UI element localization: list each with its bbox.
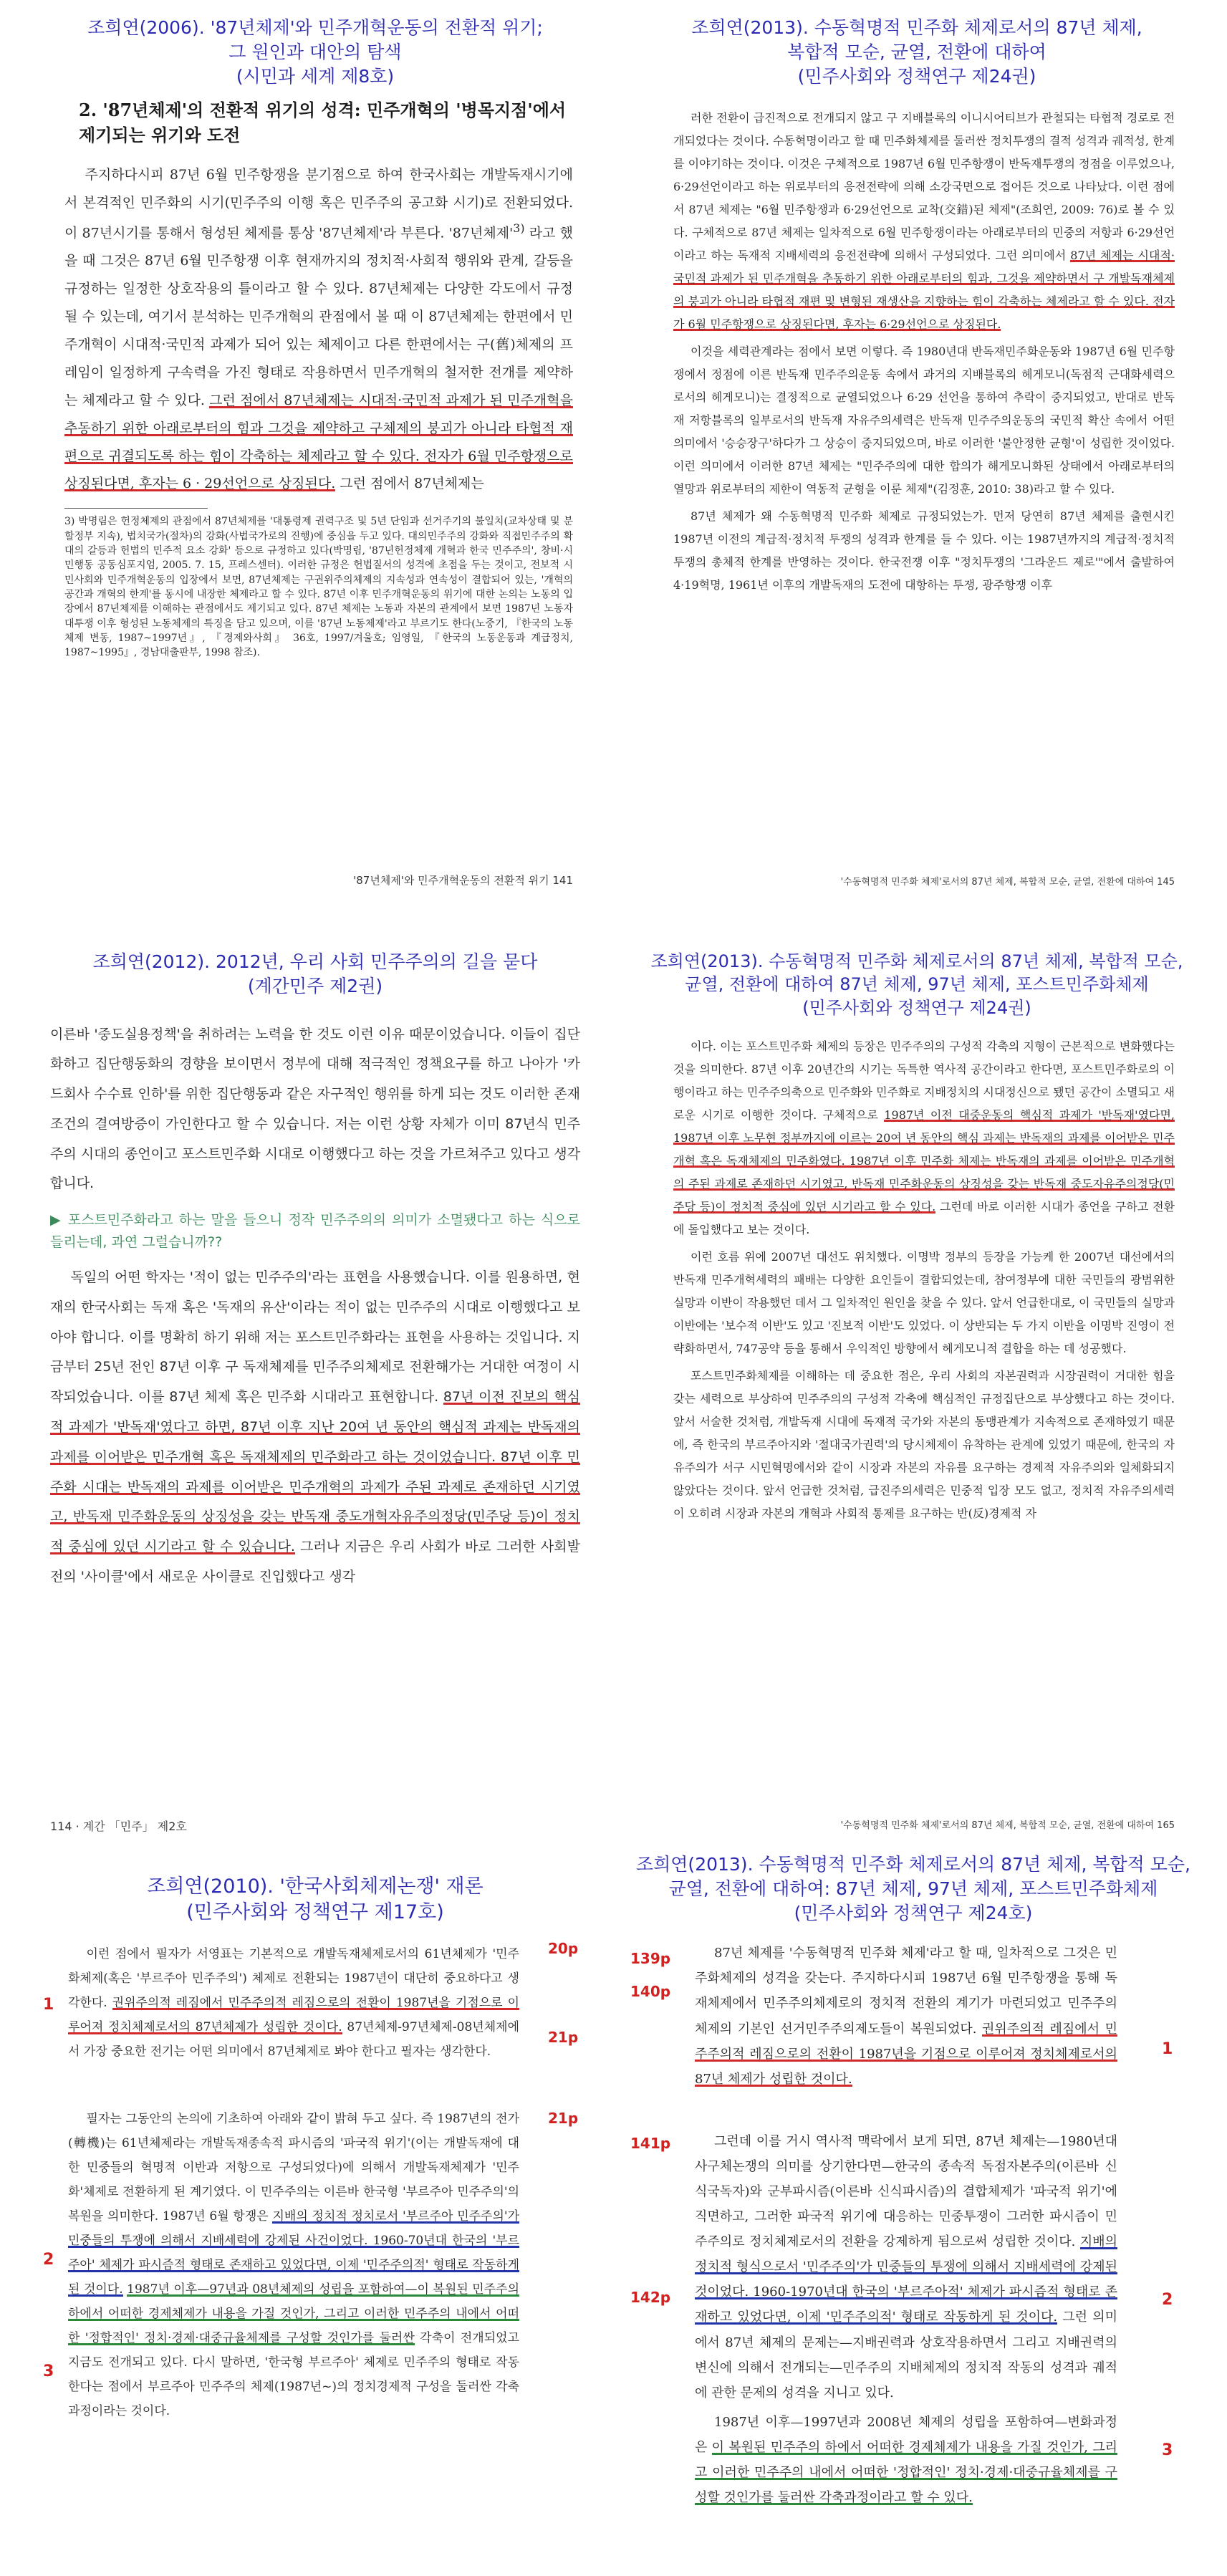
panel-title: [630, 16, 1203, 88]
text-segment: 그런 점에서 87년체제는: [335, 476, 484, 492]
paragraph: [695, 2129, 1117, 2406]
underlined-passage: 1987년 이전 대중운동의 핵심적 과제가 '반독재'였다면, 1987년 이후 노무현 정부까지에 이르는 20여 년 동안의 핵심 과제는 반독재의 과제를 이어받은 민주개혁 혹은 독재체제의 민주화였다. 1987년 이후 민주화 체제는 반독재의 과제를 이어받은 민주개혁의 주된 과제로 존재하던 시기였고, 반독재 민주화운동의 상징성을 갖는 반독재 중도자유주의정당(민주당 등)이 정치적 중심에 있던 시기라고 할 수 있다.: [673, 1108, 1175, 1214]
body-text: [673, 107, 1175, 597]
text-segment: 러한 전환이 급진적으로 전개되지 않고 구 지배블록의 이니시어티브가 관철되는 타협적 경로로 전개되었다는 것이다. 수동혁명이라고 할 때 민주화체제를 둘러싼 정치투쟁의 결적 성격과 궤적성, 한계를 이야기하는 것이다. 이것은 구체적으로 1987년 6월 민주항쟁이 반독재투쟁의 정점을 이루었으나, 6·29선언이라고 하는 위로부터의 응전전략에 의해 소강국면으로 접어든 것으로 나타났다. 이런 점에서 87년 체제는 "6월 민주항쟁과 6·29선언으로 교착(交錯)된 체제"(조희연, 2009: 76)로 볼 수 있다. 구체적으로 87년 체제는 일차적으로 6월 민주항쟁이라는 아래로부터의 민중의 저항과 6·29선언이라고 하는 독재적 지배세력의 응전전략에 의해서 구성되었다. 그런 의미에서: [673, 111, 1175, 263]
paragraph: [695, 1941, 1117, 2092]
text-segment: 그런데 바로 이러한 시대가 종언을 구하고 전환에 돌입했다고 보는 것이다.: [673, 1200, 1175, 1237]
paragraph: [673, 1035, 1175, 1241]
text-segment: 87년 체제를 '수동혁명적 민주화 체제'라고 할 때, 일차적으로 그것은 민주화체제의 성격을 갖는다. 주지하다시피 1987년 6월 민주항쟁을 통해 독재체제에서 민주주의체제로의 정치적 전환의 계기가 마련되었고 민주주의체제의 기본인 선거민주주의제도들이 복원되었다.: [695, 1946, 1117, 2037]
body-text: [673, 1035, 1175, 1525]
footnote-ref[interactable]: 3): [513, 221, 525, 235]
page-label-141p: 141p: [630, 2135, 671, 2152]
text-segment: 87년체제-97년체제-08년체제에서 가장 중요한 전기는 어떤 의미에서 87년체제로 봐야 한다고 필자는 생각한다.: [68, 2019, 519, 2059]
text-segment: 필자는 그동안의 논의에 기초하여 아래와 같이 밝혀 두고 싶다. 즉 1987년의 전가(轉機)는 61년체제라는 개발독재종속적 파시즘의 '파국적 위기'(이는 개발독재에 대한 민중들의 혁명적 이반과 저항으로 구성되었다)에 의해서 개발독재체제가 '민주화'체제로 전환하게 된 계기였다. 이 민주주의는 이른바 한국형 '부르주아 민주주의'의 복원을 의미한다. 1987년 6월 항쟁은: [68, 2111, 519, 2224]
body-text: [695, 1941, 1117, 2510]
footnote-rule: [64, 508, 208, 509]
page-label-20p: 20p: [548, 1940, 579, 1957]
panel-chosh-2013-a: [630, 13, 1203, 898]
title-line-1: 조희연(2006). '87년체제'와 민주개혁운동의 전환적 위기;: [87, 17, 543, 38]
paragraph: 포스트민주화체제를 이해하는 데 중요한 점은, 우리 사회의 자본권력과 시장권력이 거대한 힘을 갖는 세력으로 부상하여 민주주의의 구성적 각축에 핵심적인 규정집단으로 부상했다고 하는 것이다. 앞서 서술한 것처럼, 개발독재 시대에 독재적 국가와 자본의 동맹관계가 지속적으로 존재하였기 때문에, 즉 한국의 부르주아지와 '절대국가권력'의 당시체제이 유착하는 관계에 있었기 때문에, 한국의 자유주의가 서구 시민혁명에서와 같이 시장과 자본의 자유를 요구하는 경제적 자유주의와 일체화되지 않았다는 것이다. 앞서 언급한 것처럼, 급진주의세력은 민중적 입장 모도 없고, 정치적 자유주의세력이 오히려 시장과 자본의 개혁과 사회적 통제를 요구하는 반(反)경제적 자: [673, 1369, 1175, 1521]
marker-number-2: 2: [1162, 2291, 1173, 2309]
title-line-3: (시민과 세계 제8호): [236, 65, 395, 87]
title-line-2: (민주사회와 정책연구 제17호): [186, 1901, 444, 1924]
title-line-1: 조희연(2010). '한국사회체제논쟁' 재론: [147, 1875, 483, 1898]
underlined-passage: 그런 점에서 87년체제는 시대적·국민적 과제가 된 민주개혁을 추동하기 위한 아래로부터의 힘과 그것을 제약하고 구체제의 붕괴가 아니라 타협적 재편으로 귀결되도록 하는 힘이 각축하는 체제라고 할 수 있다. 전자가 6월 민주항쟁으로 상징된다면, 후자는 6 · 29선언으로 상징된다.: [64, 392, 573, 492]
title-line-2: 그 원인과 대안의 탐색: [228, 41, 402, 62]
page-footer: '87년체제'와 민주개혁운동의 전환적 위기 141: [353, 874, 573, 887]
page-footer: 114 · 계간 「민주」 제2호: [50, 1820, 187, 1833]
page-label-140p: 140p: [630, 1983, 671, 2000]
title-line-1: 조희연(2012). 2012년, 우리 사회 민주주의의 길을 묻다: [92, 951, 538, 972]
body-text: [50, 1020, 580, 1592]
marker-number-3: 3: [43, 2363, 54, 2380]
text-segment: 라고 했을 때 그것은 87년 6월 민주항쟁 이후 현재까지의 정치적·사회적 행위와 관계, 갈등을 규정하는 일정한 상호작용의 틀이라고 할 수 있다. 87년체제는 다양한 각도에서 규정될 수 있는데, 여기서 분석하는 민주개혁의 관점에서 볼 때 이 87년체제는 한편에서 민주개혁이 시대적·국민적 과제가 되어 있는 체제이고 다른 한편에서는 구(舊)체제의 프레임이 일정하게 구속력을 가진 형태로 작용하면서 민주개혁의 철저한 전개를 제약하는 체제라고 할 수 있다.: [64, 225, 573, 408]
marker-number-1: 1: [43, 1996, 54, 2014]
text-segment: 이런 점에서 필자가 서영표는 기본적으로 개발독재체제로서의 61년체제가 '민주화체제(혹은 '부르주아 민주주의') 체제로 전환되는 1987년이 대단히 중요하다고 생각한다.: [68, 1946, 519, 2010]
section-heading: 2. '87년체제'의 전환적 위기의 성격: 민주개혁의 '병목지점'에서 제기되는 위기와 도전: [79, 100, 567, 146]
title-line-3: (민주사회와 정책연구 제24권): [802, 997, 1031, 1018]
panel-chosh-2010: [29, 1870, 602, 2557]
marker-number-3: 3: [1162, 2441, 1173, 2459]
footnote: 3) 박명림은 헌정체제의 관점에서 87년체제를 '대통령제 권력구조 및 5년 단임과 선거주기의 불일치(교차상태 및 분할정부 지속), 법치국가(절차)의 강화(사법국가로의 진행)에 중심을 두고 있다. 대의민주주의 강화와 직접민주주의 확대의 갈등과 헌법의 민주적 요소 강화' 등으로 규정하고 있다(박명림, '87년헌정체제 개혁과 한국 민주주의', 창비·시민행동 공동심포지엄, 2005. 7. 15, 프레스센터). 이러한 규정은 헌법질서의 성격에 초점을 두는 것이고, 전보적 시민사회와 민주개혁운동의 입장에서 보면, 87년체제는 구권위주의체제의 지속성과 연속성이 결합되어 있는, '개혁의 공간과 개혁의 한계'를 동시에 내장한 체제라고 할 수 있다. 87년 이후 민주개혁운동의 위기에 대한 논의는 노동의 입장에서 87년체제를 이해하는 관점에서도 제기되고 있다. 87년 체제는 노동과 자본의 관계에서 보면 1987년 노동자 대투쟁 이후 형성된 노동체제의 특징을 담고 있으며, 이를 '87년 노동체제'라고 부르기도 한다(노중기, 『한국의 노동체제 변동, 1987~1997년』, 『경제와사회』 36호, 1997/겨울호; 임영일, 『한국의 노동운동과 계급정치, 1987~1995』, 경남대출판부, 1998 참조).: [64, 516, 573, 659]
underlined-passage-green: 1987년 이후—97년과 08년체제의 성립을 포함하여—이 복원된 민주주의 하에서 어떠한 경제체제가 내용을 가질 것인가, 그리고 이러한 민주주의 내에서 어떠한 '정합적인' 정치·경제·대중규율체제를 구성할 것인가를 둘러싼: [68, 2282, 519, 2345]
panel-title: [29, 1874, 602, 1926]
page-footer: '수동혁명적 민주화 체제'로서의 87년 체제, 복합적 모순, 균열, 전환에 대하여 145: [840, 877, 1175, 888]
paragraph: [695, 2410, 1117, 2510]
text-segment: 이다. 이는 포스트민주화 체제의 등장은 민주주의의 구성적 각축의 지형이 근본적으로 변화했다는 것을 의미한다. 87년 이후 20년간의 시기는 독특한 역사적 공간이라고 한다면, 포스트민주화로의 이행이라고 하는 민주주의축으로 민주화와 민주화로 지배정치의 시대정신으로 됐던 공간이 소멸되고 새로운 시기로 이행한 것이다. 구체적으로: [673, 1039, 1175, 1123]
panel-chosh-2006: [36, 13, 595, 898]
text-segment: 주지하다시피 87년 6월 민주항쟁을 분기점으로 하여 한국사회는 개발독재시기에서 본격적인 민주화의 시기(민주주의 이행 혹은 민주주의 공고화 시기)로 전환되었다. 이 87년시기를 통해서 형성된 체제를 통상 '87년체제'라 부른다. '87년체제': [64, 166, 573, 241]
body-text: [64, 161, 573, 499]
title-line-1: 조희연(2013). 수동혁명적 민주화 체제로서의 87년 체제,: [691, 17, 1142, 38]
panel-title: [36, 950, 595, 999]
text-segment: 그런 의미에서 87년 체제의 문제는—지배권력과 상호작용하면서 그리고 지배권력의 변신에 의해서 전개되는—민주주의 지배체제의 정치적 작동의 성격과 궤적에 관한 문제의 성격을 지니고 있다.: [695, 2310, 1118, 2400]
text-segment: 1987년 이후—1997년과 2008년 체제의 성립을 포함하여—변화과정은: [695, 2414, 1117, 2455]
body-text: [68, 1942, 519, 2423]
title-line-3: (민주사회와 정책연구 제24호): [794, 1902, 1033, 1923]
page-label-21p: 21p: [548, 2029, 579, 2046]
paragraph: [50, 1263, 580, 1592]
title-line-1: 조희연(2013). 수동혁명적 민주화 체제로서의 87년 체제, 복합적 모순,: [635, 1854, 1190, 1875]
interview-question: ▶ 포스트민주화라고 하는 말을 들으니 정작 민주주의의 의미가 소멸됐다고 하는 식으로 들리는데, 과연 그럴습니까??: [50, 1212, 580, 1250]
underlined-passage: 87년 이전 진보의 핵심적 과제가 '반독재'였다고 하면, 87년 이후 지난 20여 년 동안의 핵심적 과제는 반독재의 과제를 이어받은 민주개혁 혹은 독재체제의 민주화라고 하는 것이었습니다. 87년 이후 민주화 시대는 반독재의 과제를 이어받은 민주개혁의 과제가 주된 과제로 존재하던 시기였고, 반독재 민주화운동의 상징성을 갖는 반독재 중도개혁자유주의정당(민주당 등)이 정치적 중심에 있던 시기라고 할 수 있습니다.: [50, 1389, 580, 1555]
title-line-1: 조희연(2013). 수동혁명적 민주화 체제로서의 87년 체제, 복합적 모순,: [650, 951, 1183, 971]
panel-chosh-2013-c: [616, 1848, 1211, 2557]
paragraph: [68, 1942, 519, 2064]
underlined-passage-blue: 지배의 정치적 형식으로서 '민주주의'가 민중들의 투쟁에 의해서 지배세력에 강제된 것이었다. 1960-1970년대 한국의 '부르주아적' 체제가 파시즘적 형태로 존재하고 있었다면, 이제 '민주주의적' 형태로 작동하게 된 것이다.: [695, 2234, 1117, 2325]
title-line-2: (계간민주 제2권): [247, 975, 383, 996]
page-label-142p: 142p: [630, 2289, 671, 2306]
panel-title: [36, 16, 595, 88]
paragraph: 이런 호름 위에 2007년 대선도 위치했다. 이명박 정부의 등장을 가능케 한 2007년 대선에서의 반독재 민주개혁세력의 패배는 다양한 요인들이 결합되었는데, 참여정부에 대한 국민들의 광범위한 실망과 이반이 작용했던 데서 그 일차적인 원인을 찾을 수 있다. 앞서 언급한대로, 이 국민들의 실망과 이반에는 '보수적 이반'도 있고 '진보적 이반'도 있었다. 이 상반되는 두 가지 이반을 이명박 진영이 전략화하면서, 747공약 등을 통해서 우익적인 방향에서 헤게모니적 결합을 하는 데 성공했다.: [673, 1250, 1175, 1356]
marker-number-2: 2: [43, 2251, 54, 2269]
page-label-21p: 21p: [548, 2110, 579, 2127]
underlined-passage-green: 이 복원된 민주주의 하에서 어떠한 경제체제가 내용을 가질 것인가, 그리고 이러한 민주주의 내에서 어떠한 '정합적인' 정치·경제·대중규율체제를 구성할 것인가를 둘러싼 각축과정이라고 할 수 있다.: [695, 2439, 1117, 2506]
paragraph: 이것을 세력관계라는 점에서 보면 이렇다. 즉 1980년대 반독재민주화운동와 1987년 6월 민주항쟁에서 정점에 이른 반독재 민주주의운동 속에서 과거의 지배블록의 헤게모니(독점적 근대화세력으로서의 헤게모니)는 결정적으로 균열되었으나 6·29 선언을 통하여 추락이 중지되었고, 반대로 반독재 저항블록의 일부로서의 반독재 자유주의세력은 반독재 민주주의운동의 국민적 확산 속에서 어떤 의미에서 '승승장구'하다가 그 상승이 중지되었으며, 바로 이러한 '불안정한 균형'이 성립한 것이었다. 이런 의미에서 이러한 87년 체제는 "민주주의에 대한 합의가 해게모니화된 상태에서 아래로부터의 열망과 위로부터의 제한이 역동적 균형을 이룬 체제"(김정훈, 2010: 38)라고 할 수 있다.: [673, 345, 1175, 496]
title-line-2: 균열, 전환에 대하여: 87년 체제, 97년 체제, 포스트민주화체제: [668, 1878, 1158, 1899]
paragraph: [64, 161, 573, 499]
paragraph: 87년 체제가 왜 수동혁명적 민주화 체제로 규정되었는가. 먼저 당연히 87년 체제를 출현시킨 1987년 이전의 계급적·정치적 투쟁의 성격과 한계를 들 수 있다. 이는 1987년까지의 계급적·정치적 투쟁의 총체적 한계를 반영하는 것이다. 한국전쟁 이후 "정치투쟁의 '그라운드 제로'"에서 출발하여 4·19혁명, 1961년 이후의 개발독재의 도전에 대항하는 투쟁, 광주항쟁 이후: [673, 509, 1175, 592]
panel-title: [616, 1852, 1211, 1925]
text-segment: 그런데 이를 거시 역사적 맥락에서 보게 되면, 87년 체제는—1980년대 사구체논쟁의 의미를 상기한다면—한국의 종속적 독점자본주의(이른바 신식국독자)와 군부파시즘(이른바 신식파시즘)의 결합체제가 '파국적 위기'에 직면하고, 그러한 파국적 위기에 대응하는 민중투쟁이 그러한 파시즘이 민주주의로 정치체제로서의 전환을 강제하게 됨으로써 성립한 것이다.: [695, 2133, 1117, 2250]
text-segment: 그러나 지금은 우리 사회가 바로 그러한 사회발전의 '사이클'에서 새로운 사이클로 진입했다고 생각: [50, 1539, 580, 1585]
underlined-passage-blue: 지배의 정치적 정치로서 '부르주아 민주주의'가 민중들의 투쟁에 의해서 지배세력에 강제된 사건이었다. 1960-70년대 한국의 '부르주아' 체제가 파시즘적 형태로 존재하고 있었다면, 이제 '민주주의적' 형태로 작동하게 된 것이다.: [68, 2209, 519, 2297]
paragraph: [673, 107, 1175, 336]
panel-chosh-2013-b: [630, 946, 1203, 1841]
text-segment: 각축이 전개되었고 지금도 전개되고 있다. 다시 말하면, '한국형 부르주아' 체제로 민주주의 형태로 작동한다는 점에서 부르주아 민주주의 체제(1987년~)의 정치경제적 구성을 둘러싼 각축과정이라는 것이다.: [68, 2330, 519, 2418]
paragraph: 이른바 '중도실용정책'을 취하려는 노력을 한 것도 이런 이유 때문이었습니다. 이들이 집단화하고 집단행동화의 경향을 보이면서 정부에 대해 적극적인 정책요구를 하고 나아가 '카드회사 수수료 인하'를 위한 집단행동과 같은 자구적인 행위를 하게 되는 것도 이러한 존재조건의 결여방증이 가인한다고 할 수 있습니다. 저는 이런 상황 자체가 이미 87년식 민주주의 시대의 종언이고 포스트민주화 시대로 이행했다고 하는 것을 가르쳐주고 있다고 생각합니다.: [50, 1026, 580, 1192]
panel-chosh-2012: [36, 946, 595, 1841]
underlined-passage: 권위주의적 레짐에서 민주주의적 레짐으로의 전환이 1987년을 기점으로 이루어져 정치체제로서의 87년 체제가 성립한 것이다.: [695, 2021, 1117, 2087]
marker-number-1: 1: [1162, 2040, 1173, 2058]
title-line-2: 복합적 모순, 균열, 전환에 대하여: [787, 41, 1046, 62]
paragraph: [68, 2107, 519, 2423]
underlined-passage: 권위주의적 레짐에서 민주주의적 레짐으로의 전환이 1987년을 기점으로 이루어져 정치체제로서의 87년체제가 성립한 것이다.: [68, 1995, 520, 2034]
underlined-passage: 87년 체제는 시대적·국민적 과제가 된 민주개혁을 추동하기 위한 아래로부터의 힘과, 그것을 제약하면서 구 개발독재체제의 붕괴가 아니라 타협적 재편 및 변형된 재생산을 지향하는 힘이 각축하는 체제라고 할 수 있다. 전자가 6월 민주항쟁으로 상징된다면, 후자는 6·29선언으로 상징된다.: [673, 249, 1175, 332]
panel-title: [630, 950, 1203, 1019]
text-segment: 독일의 어떤 학자는 '적이 없는 민주주의'라는 표현을 사용했습니다. 이를 원용하면, 현재의 한국사회는 독재 혹은 '독재의 유산'이라는 적이 없는 민주주의 시대로 이행했다고 보아야 합니다. 이를 명확히 하기 위해 저는 포스트민주화라는 표현을 사용하는 것입니다. 지금부터 25년 전인 87년 이후 구 독재체제를 민주주의체제로 전환해가는 거대한 여정이 시작되었습니다. 이를 87년 체제 혹은 민주화 시대라고 표현합니다.: [50, 1269, 580, 1405]
page-footer: '수동혁명적 민주화 체제'로서의 87년 체제, 복합적 모순, 균열, 전환에 대하여 165: [840, 1820, 1175, 1831]
title-line-3: (민주사회와 정책연구 제24권): [797, 65, 1036, 87]
title-line-2: 균열, 전환에 대하여 87년 체제, 97년 체제, 포스트민주화체제: [685, 974, 1149, 995]
page-label-139p: 139p: [630, 1950, 671, 1967]
